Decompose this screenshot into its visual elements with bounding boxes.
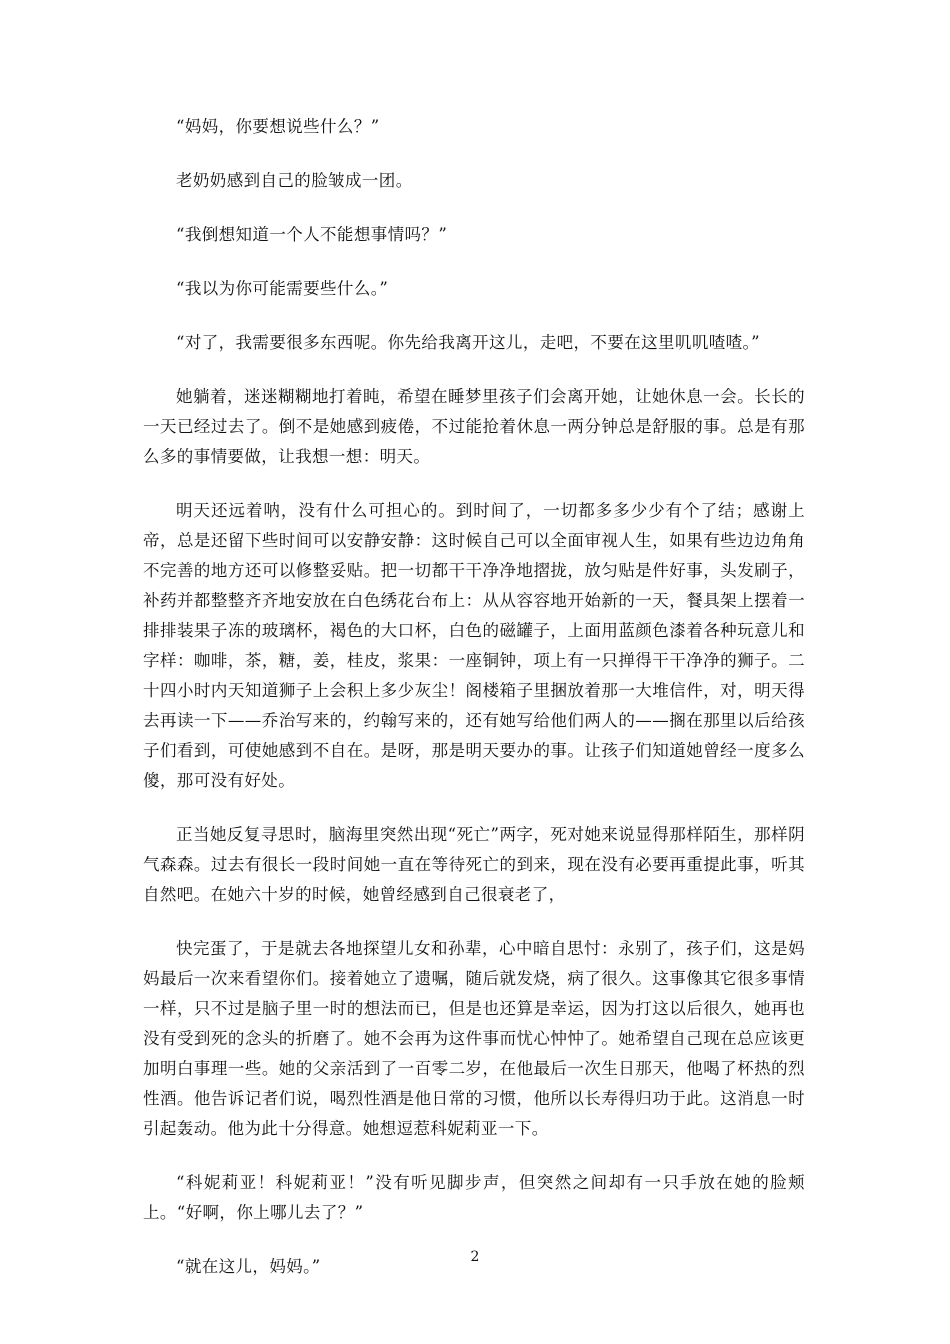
paragraph: “妈妈，你要想说些什么？”: [176, 117, 380, 136]
paragraph: 老奶奶感到自己的脸皱成一团。: [176, 171, 413, 190]
paragraph: 明天还远着呐，没有什么可担心的。到时间了，一切都多多少少有个了结；感谢上帝，总是还留下些时间可以安静安静：这时候自己可以全面审视人生，如果有些边边角角不完善的地方还可以修整妥贴。把一切都干干净净地摺拢，放匀贴是件好事，头发刷子，补药并都整整齐齐地安放在白色绣花台布上：从从容容地开始新的一天，餐具架上摆着一排排装果子冻的玻璃杯，褐色的大口杯，白色的磁罐子，上面用蓝颜色漆着各种玩意儿和字样：咖啡，茶，糖，姜，桂皮，浆果：一座铜钟，项上有一只掸得干干净净的狮子。二十四小时内天知道狮子上会积上多少灰尘！阁楼箱子里捆放着那一大堆信件，对，明天得去再读一下——乔治写来的，约翰写来的，还有她写给他们两人的——搁在那里以后给孩子们看到，可使她感到不自在。是呀，那是明天要办的事。让孩子们知道她曾经一度多么傻，那可没有好处。: [143, 501, 805, 790]
paragraph: “我以为你可能需要些什么。”: [176, 279, 389, 298]
paragraph: 快完蛋了，于是就去各地探望儿女和孙辈，心中暗自思忖：永别了，孩子们，这是妈妈最后一次来看望你们。接着她立了遗嘱，随后就发烧，病了很久。这事像其它很多事情一样，只不过是脑子里一时的想法而已，但是也还算是幸运，因为打这以后很久，她再也没有受到死的念头的折磨了。她不会再为这件事而忧心忡忡了。她希望自己现在总应该更加明白事理一些。她的父亲活到了一百零二岁，在他最后一次生日那天，他喝了杯热的烈性酒。他告诉记者们说，喝烈性酒是他日常的习惯，他所以长寿得归功于此。这消息一时引起轰动。他为此十分得意。她想逗惹科妮莉亚一下。: [143, 939, 805, 1138]
paragraph: 她躺着，迷迷糊糊地打着盹，希望在睡梦里孩子们会离开她，让她休息一会。长长的一天已经过去了。倒不是她感到疲倦，不过能抢着休息一两分钟总是舒服的事。总是有那么多的事情要做，让我想一想：明天。: [143, 387, 805, 466]
paragraph: “我倒想知道一个人不能想事情吗？”: [176, 225, 448, 244]
paragraph: “对了，我需要很多东西呢。你先给我离开这儿，走吧，不要在这里叽叽喳喳。”: [176, 333, 761, 352]
paragraph: “就在这儿，妈妈。”: [176, 1257, 321, 1276]
paragraph: 正当她反复寻思时，脑海里突然出现“死亡”两字，死对她来说显得那样陌生，那样阴气森森。过去有很长一段时间她一直在等待死亡的到来，现在没有必要再重提此事，听其自然吧。在她六十岁的时候，她曾经感到自己很衰老了，: [143, 825, 805, 904]
paragraph: “科妮莉亚！科妮莉亚！”没有听见脚步声，但突然之间却有一只手放在她的脸颊上。“好啊，你上哪儿去了？”: [143, 1173, 805, 1222]
page-number: 2: [470, 1249, 480, 1265]
document-body: [143, 112, 805, 1306]
